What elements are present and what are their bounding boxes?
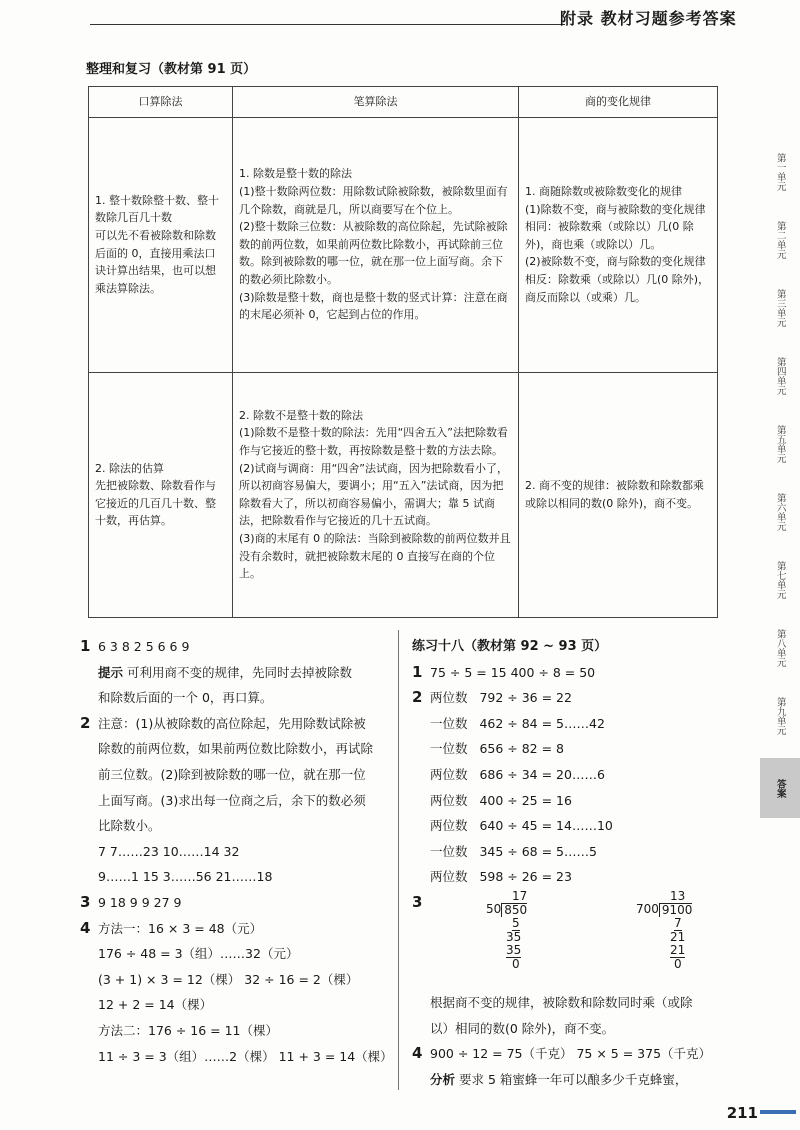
answer-text: 前三位数。(2)除到被除数的哪一位，就在那一位 [98, 766, 366, 782]
exercise-answer-3 [412, 890, 732, 1041]
step-product: 35 [506, 942, 522, 957]
step-remainder: 21 [670, 929, 686, 944]
answer-text: 根据商不变的规律，被除数和除数同时乘（或除 [430, 994, 693, 1010]
tab-unit-1[interactable]: 第一单元 [774, 153, 786, 191]
tab-answers[interactable]: 答案 [760, 758, 800, 818]
answer-number: 3 [80, 892, 91, 911]
tip-text: 和除数后面的一个 0，再口算。 [98, 690, 273, 706]
page-header-title: 附录 教材习题参考答案 [560, 9, 737, 28]
cell-text: (2)试商与调商：用“四舍”法试商，因为把除数看小了，所以初商容易偏大，要调小；用“五入”法试商，因为把除数看大了，所以初商容易偏小，需调大；靠 5 试商法，把除数看作与它接近的几十五试商。 [239, 461, 508, 528]
column-divider [398, 630, 399, 1090]
cell-text: (1)除数不变，商与被除数的变化规律相同：被除数乘（或除以）几(0 除外)，商也乘（或除以）几。 [525, 202, 706, 251]
cell-text: (2)被除数不变，商与除数的变化规律相反：除数乘（或除以）几(0 除外)，商反而除以（或乘）几。 [525, 255, 710, 304]
tip-text: 可利用商不变的规律，先同时去掉被除数 [123, 664, 352, 680]
long-division-2 [636, 890, 692, 971]
final-remainder: 0 [674, 956, 682, 971]
answer-number: 1 [412, 662, 423, 681]
digit-label: 两位数 [430, 792, 468, 808]
division-line [486, 903, 527, 917]
exercise-answer-1 [412, 660, 732, 686]
cell-text: 1. 整十数除整十数、整十数除几百几十数 [95, 193, 219, 225]
cell-text: 2. 除法的估算 [95, 461, 164, 475]
cell-rule-1 [519, 117, 718, 372]
expression: 598 ÷ 26 = 23 [479, 869, 572, 885]
cell-rule-2 [519, 372, 718, 617]
expression: 345 ÷ 68 = 5……5 [479, 843, 597, 859]
cell-text: (3)除数是整十数，商也是整十数的竖式计算：注意在商的末尾必须补 0，它起到占位的作用。 [239, 290, 508, 322]
section-title: 整理和复习（教材第 91 页） [86, 62, 257, 77]
cell-written-1 [233, 117, 519, 372]
estimate-row [430, 813, 732, 839]
answer-text: 以）相同的数(0 除外)，商不变。 [430, 1020, 615, 1036]
answer-number: 1 [80, 637, 91, 655]
cell-text: 可以先不看被除数和除数后面的 0，直接用乘法口诀计算出结果，也可以想乘法算除法。 [95, 229, 216, 295]
answer-text: 9……1 15 3……56 21……18 [98, 869, 273, 885]
answer-text: 176 ÷ 48 = 3（组）……32（元） [98, 946, 299, 962]
dividend: 9100 [659, 903, 693, 917]
tab-unit-6[interactable]: 第六单元 [774, 493, 786, 531]
header-oral-division: 口算除法 [89, 87, 233, 118]
expression: 792 ÷ 36 = 22 [479, 690, 572, 706]
quotient: 17 [512, 888, 528, 903]
expression: 462 ÷ 84 = 5……42 [479, 715, 605, 731]
page-number-bar [760, 1110, 796, 1114]
answer-number: 3 [412, 892, 423, 911]
tab-unit-2[interactable]: 第二单元 [774, 221, 786, 259]
divisor: 50 [486, 901, 502, 916]
answer-number: 2 [412, 688, 423, 707]
answer-number: 4 [412, 1044, 423, 1063]
divisor: 700 [636, 901, 659, 916]
cell-text: (2)整十数除三位数：从被除数的高位除起，先试除被除数的前两位数，如果前两位数比除数小，再试除前三位数。除到被除数的哪一位，就在那一位上面写商。余下的数必须比除数小。 [239, 220, 508, 286]
expression: 640 ÷ 45 = 14……10 [479, 818, 613, 834]
estimate-row [430, 788, 732, 814]
right-column [412, 634, 732, 1092]
cell-text: 1. 除数是整十数的除法 [239, 167, 352, 181]
step-product: 21 [670, 942, 686, 957]
digit-label: 一位数 [430, 843, 468, 859]
answer-text: 注意：(1)从被除数的高位除起，先用除数试除被 [98, 715, 366, 731]
exercise-title: 练习十八（教材第 92 ~ 93 页） [412, 639, 608, 654]
analysis-label: 分析 [430, 1071, 456, 1087]
answer-text: 9 18 9 9 27 9 [98, 894, 182, 910]
digit-label: 两位数 [430, 818, 468, 834]
long-division-1 [486, 890, 527, 971]
analysis-line [430, 1067, 732, 1093]
digit-label: 两位数 [430, 690, 468, 706]
tab-unit-4[interactable]: 第四单元 [774, 357, 786, 395]
step-product: 7 [674, 915, 682, 930]
answer-3 [80, 890, 392, 916]
estimate-row [430, 762, 732, 788]
answer-text: 11 ÷ 3 = 3（组）……2（棵） 11 + 3 = 14（棵） [98, 1048, 393, 1064]
left-column [80, 634, 392, 1069]
expression: 656 ÷ 82 = 8 [479, 741, 564, 757]
answer-text: 方法一：16 × 3 = 48（元） [98, 920, 263, 936]
tip-line [98, 660, 392, 686]
answer-text: 除数的前两位数，如果前两位数比除数小，再试除 [98, 741, 374, 757]
step-remainder: 35 [506, 929, 522, 944]
cell-written-2 [233, 372, 519, 617]
answer-text: 12 + 2 = 14（棵） [98, 997, 213, 1013]
header-rule [90, 24, 565, 25]
quotient: 13 [670, 888, 686, 903]
digit-label: 一位数 [430, 715, 468, 731]
header-quotient-rules: 商的变化规律 [519, 87, 718, 118]
cell-text: 2. 商不变的规律：被除数和除数都乘或除以相同的数(0 除外)，商不变。 [525, 479, 704, 510]
unit-tabs [760, 138, 800, 818]
cell-text: 先把被除数、除数看作与它接近的几百几十数、整十数，再估算。 [95, 479, 216, 528]
cell-oral-2 [89, 372, 233, 617]
division-line [636, 903, 692, 917]
cell-text: 1. 商随除数或被除数变化的规律 [525, 185, 682, 199]
answer-number: 2 [80, 713, 91, 732]
step-product: 5 [512, 915, 520, 930]
estimate-row [430, 839, 732, 865]
answer-number: 4 [80, 918, 91, 937]
review-table [88, 86, 718, 618]
answer-1 [80, 634, 392, 711]
estimate-row [430, 711, 732, 737]
answer-text: 上面写商。(3)求出每一位商之后，余下的数必须 [98, 792, 366, 808]
dividend: 850 [501, 903, 527, 917]
answer-text: 方法二：176 ÷ 16 = 11（棵） [98, 1022, 279, 1038]
answer-4 [80, 916, 392, 1070]
answer-text: 比除数小。 [98, 818, 161, 834]
tab-unit-5[interactable]: 第五单元 [774, 425, 786, 463]
answer-text: 7 7……23 10……14 32 [98, 843, 240, 859]
digit-label: 一位数 [430, 741, 468, 757]
tab-unit-3[interactable]: 第三单元 [774, 289, 786, 327]
exercise-answer-4 [412, 1041, 732, 1092]
estimate-row [430, 864, 732, 890]
answer-text: 75 ÷ 5 = 15 400 ÷ 8 = 50 [430, 664, 596, 680]
page-number: 211 [726, 1104, 758, 1122]
answer-text: (3 + 1) × 3 = 12（棵） 32 ÷ 16 = 2（棵） [98, 971, 359, 987]
expression: 686 ÷ 34 = 20……6 [479, 766, 605, 782]
final-remainder: 0 [512, 956, 520, 971]
tab-unit-9[interactable]: 第九单元 [774, 697, 786, 735]
answer-text: 900 ÷ 12 = 75（千克） 75 × 5 = 375（千克） [430, 1046, 712, 1062]
analysis-text: 要求 5 箱蜜蜂一年可以酿多少千克蜂蜜， [455, 1071, 688, 1087]
cell-text: (3)商的末尾有 0 的除法：当除到被除数的前两位数并且没有余数时，就把被除数末尾的 0 直接写在商的个位上。 [239, 531, 511, 581]
digit-label: 两位数 [430, 869, 468, 885]
cell-oral-1 [89, 117, 233, 372]
answer-2 [80, 711, 392, 890]
cell-text: (1)整十数除两位数：用除数试除被除数，被除数里面有几个除数，商就是几，所以商要写在个位上。 [239, 185, 508, 216]
cell-text: 2. 除数不是整十数的除法 [239, 408, 363, 422]
header-written-division: 笔算除法 [233, 87, 519, 118]
digit-label: 两位数 [430, 766, 468, 782]
estimate-row [430, 736, 732, 762]
tip-label: 提示 [98, 664, 124, 680]
estimate-row [430, 685, 732, 711]
cell-text: (1)除数不是整十数的除法：先用“四舍五入”法把除数看作与它接近的整十数，再按除数是整十数的方法去除。 [239, 426, 508, 458]
exercise-answer-2 [412, 685, 732, 890]
long-division-area [466, 890, 732, 990]
tab-unit-8[interactable]: 第八单元 [774, 629, 786, 667]
expression: 400 ÷ 25 = 16 [479, 792, 572, 808]
answer-text: 6 3 8 2 5 6 6 9 [98, 639, 190, 654]
tab-unit-7[interactable]: 第七单元 [774, 561, 786, 599]
